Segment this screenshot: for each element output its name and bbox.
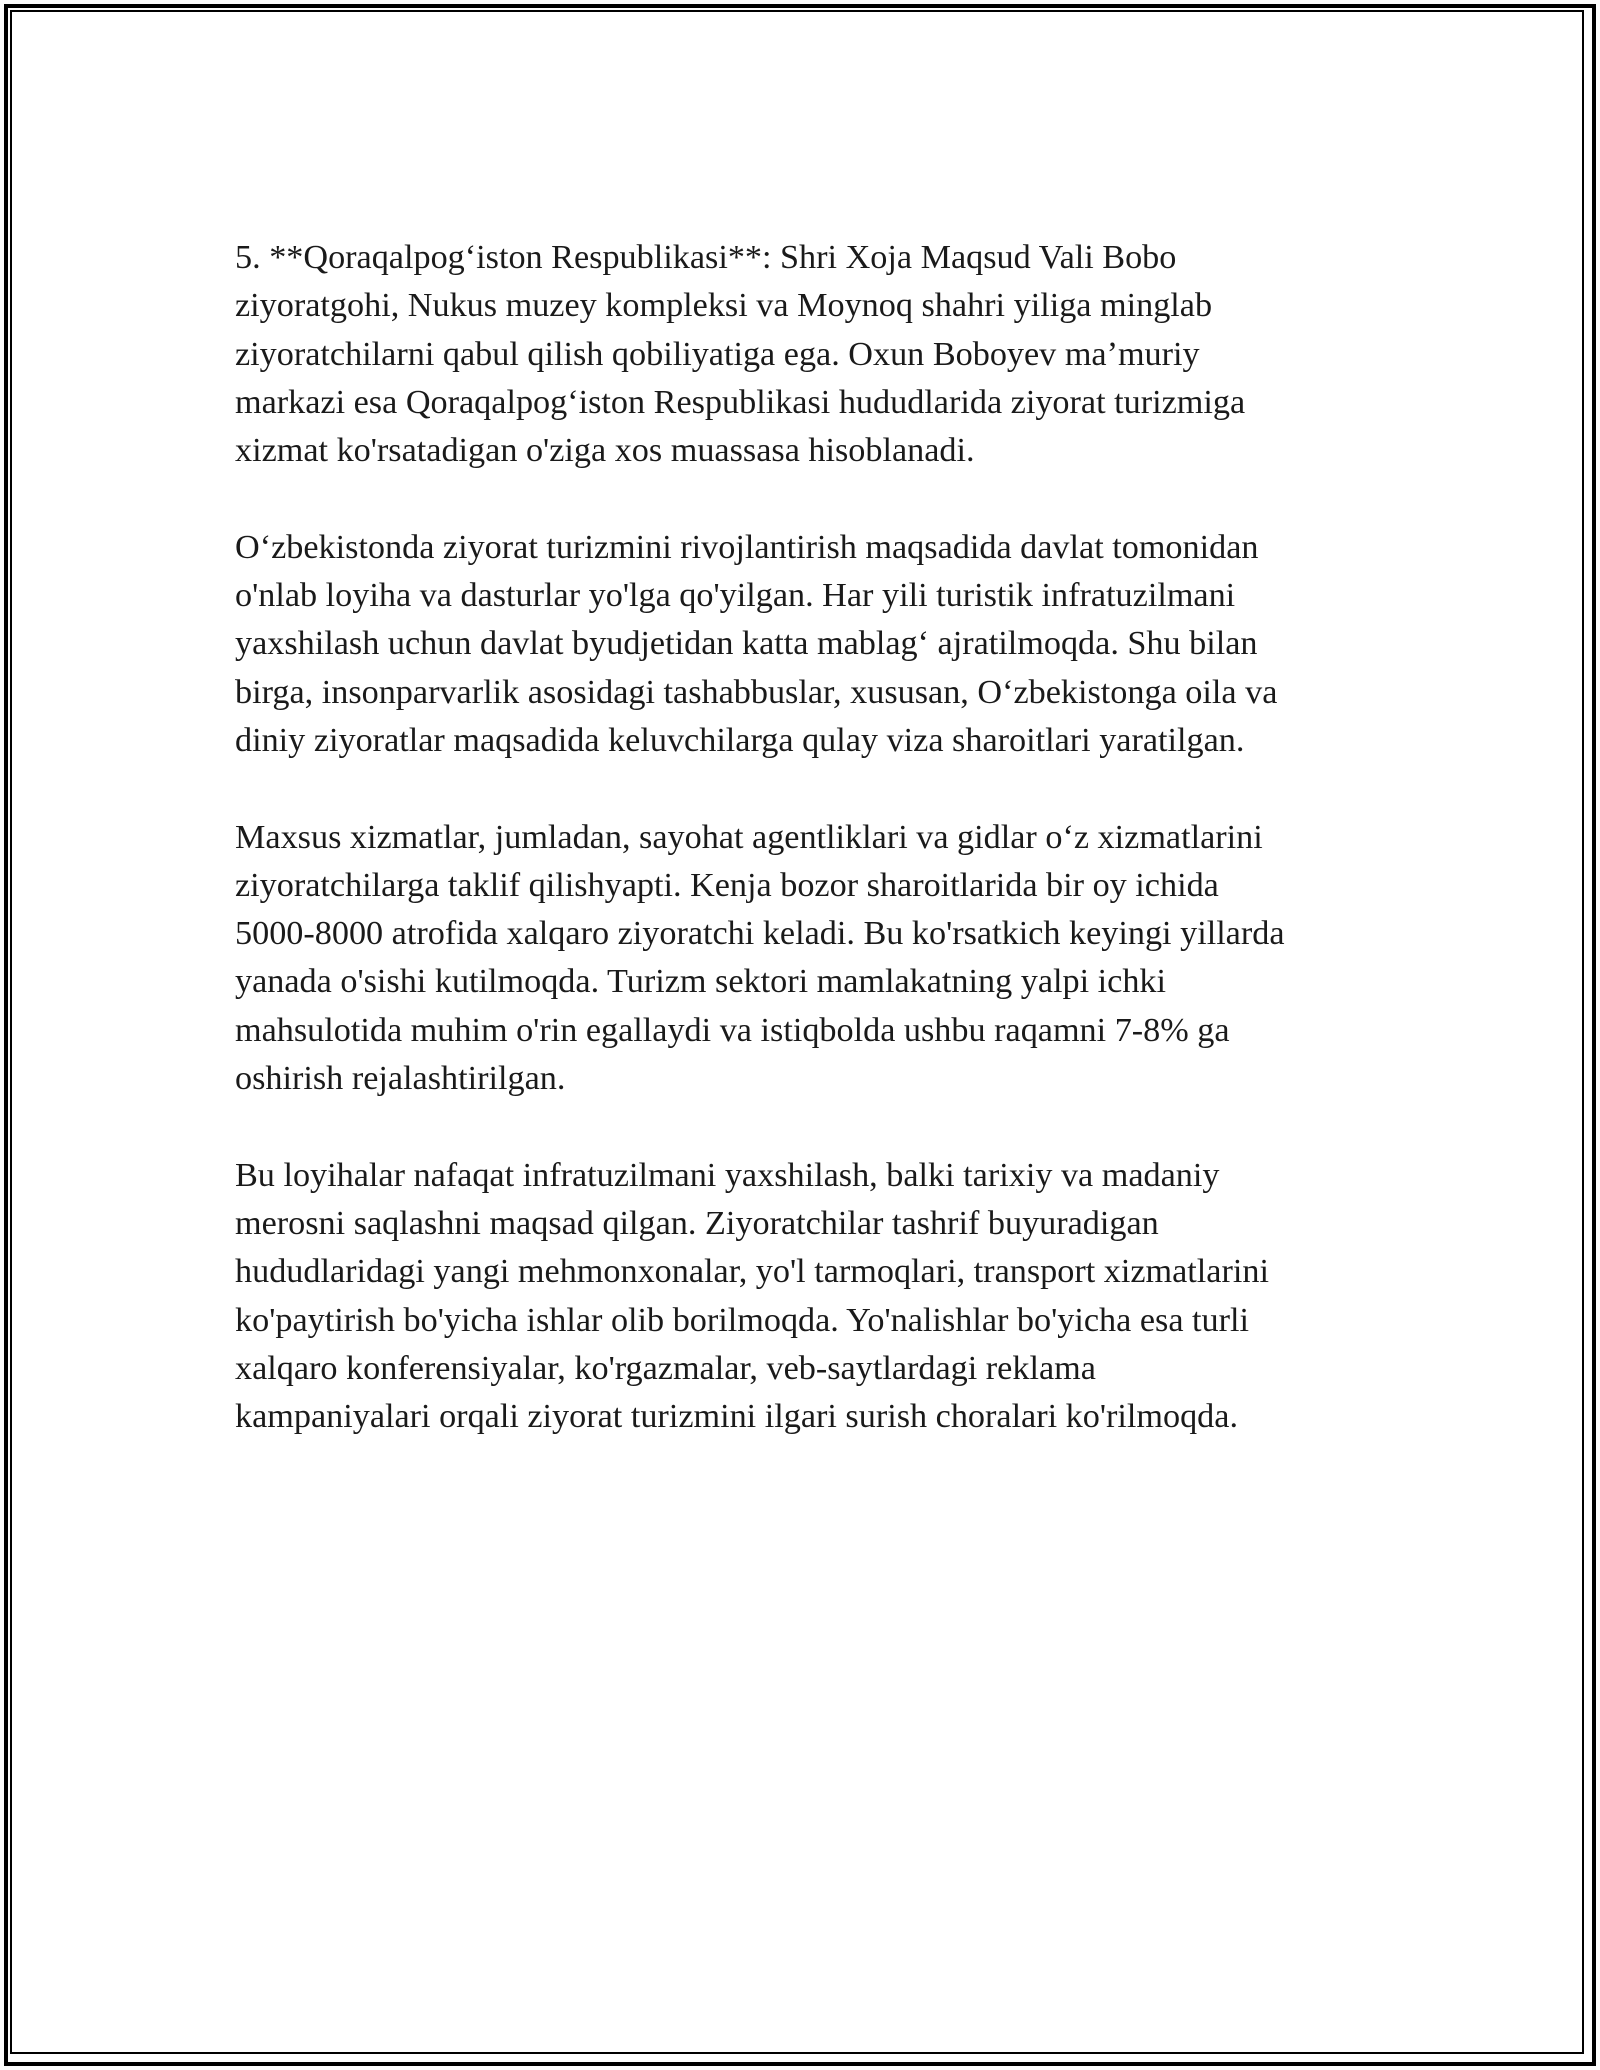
text-line: ko'paytirish bo'yicha ishlar olib borilmoqda. Yo'nalishlar bo'yicha esa turli bbox=[235, 1301, 1250, 1339]
paragraph-special-services bbox=[235, 814, 1385, 1104]
document-body bbox=[235, 234, 1385, 1490]
text-line: ziyoratgohi, Nukus muzey kompleksi va Moynoq shahri yiliga minglab bbox=[235, 287, 1213, 325]
paragraph-karakalpakstan bbox=[235, 234, 1385, 475]
text-line: o'nlab loyiha va dasturlar yo'lga qo'yilgan. Har yili turistik infratuzilmani bbox=[235, 577, 1236, 615]
text-line: mahsulotida muhim o'rin egallaydi va istiqbolda ushbu raqamni 7-8% ga bbox=[235, 1011, 1230, 1049]
text-line: ziyoratchilarni qabul qilish qobiliyatiga ega. Oxun Boboyev maʼmuriy bbox=[235, 335, 1200, 373]
text-line: xalqaro konferensiyalar, ko'rgazmalar, veb-saytlardagi reklama bbox=[235, 1349, 1096, 1387]
text-line: birga, insonparvarlik asosidagi tashabbuslar, xususan, Oʻzbekistonga oila va bbox=[235, 673, 1278, 711]
paragraph-infrastructure bbox=[235, 1152, 1385, 1442]
text-line: Maxsus xizmatlar, jumladan, sayohat agentliklari va gidlar oʻz xizmatlarini bbox=[235, 818, 1263, 856]
text-line: oshirish rejalashtirilgan. bbox=[235, 1060, 566, 1098]
text-line: 5. **Qoraqalpogʻiston Respublikasi**: Shri Xoja Maqsud Vali Bobo bbox=[235, 239, 1177, 276]
text-line: ziyoratchilarga taklif qilishyapti. Kenja bozor sharoitlarida bir oy ichida bbox=[235, 866, 1219, 904]
text-line: Bu loyihalar nafaqat infratuzilmani yaxshilash, balki tarixiy va madaniy bbox=[235, 1156, 1220, 1194]
text-line: hududlaridagi yangi mehmonxonalar, yo'l tarmoqlari, transport xizmatlarini bbox=[235, 1253, 1269, 1291]
text-line: diniy ziyoratlar maqsadida keluvchilarga qulay viza sharoitlari yaratilgan. bbox=[235, 721, 1245, 759]
text-line: yaxshilash uchun davlat byudjetidan katta mablagʻ ajratilmoqda. Shu bilan bbox=[235, 625, 1258, 663]
text-line: yanada o'sishi kutilmoqda. Turizm sektori mamlakatning yalpi ichki bbox=[235, 963, 1167, 1001]
text-line: merosni saqlashni maqsad qilgan. Ziyoratchilar tashrif buyuradigan bbox=[235, 1204, 1159, 1242]
text-line: Oʻzbekistonda ziyorat turizmini rivojlantirish maqsadida davlat tomonidan bbox=[235, 528, 1259, 566]
paragraph-state-projects bbox=[235, 524, 1385, 765]
text-line: xizmat ko'rsatadigan o'ziga xos muassasa hisoblanadi. bbox=[235, 432, 975, 470]
text-line: 5000-8000 atrofida xalqaro ziyoratchi keladi. Bu ko'rsatkich keyingi yillarda bbox=[235, 915, 1285, 953]
text-line: markazi esa Qoraqalpogʻiston Respublikasi hududlarida ziyorat turizmiga bbox=[235, 383, 1246, 421]
text-line: kampaniyalari orqali ziyorat turizmini ilgari surish choralari ko'rilmoqda. bbox=[235, 1398, 1238, 1436]
